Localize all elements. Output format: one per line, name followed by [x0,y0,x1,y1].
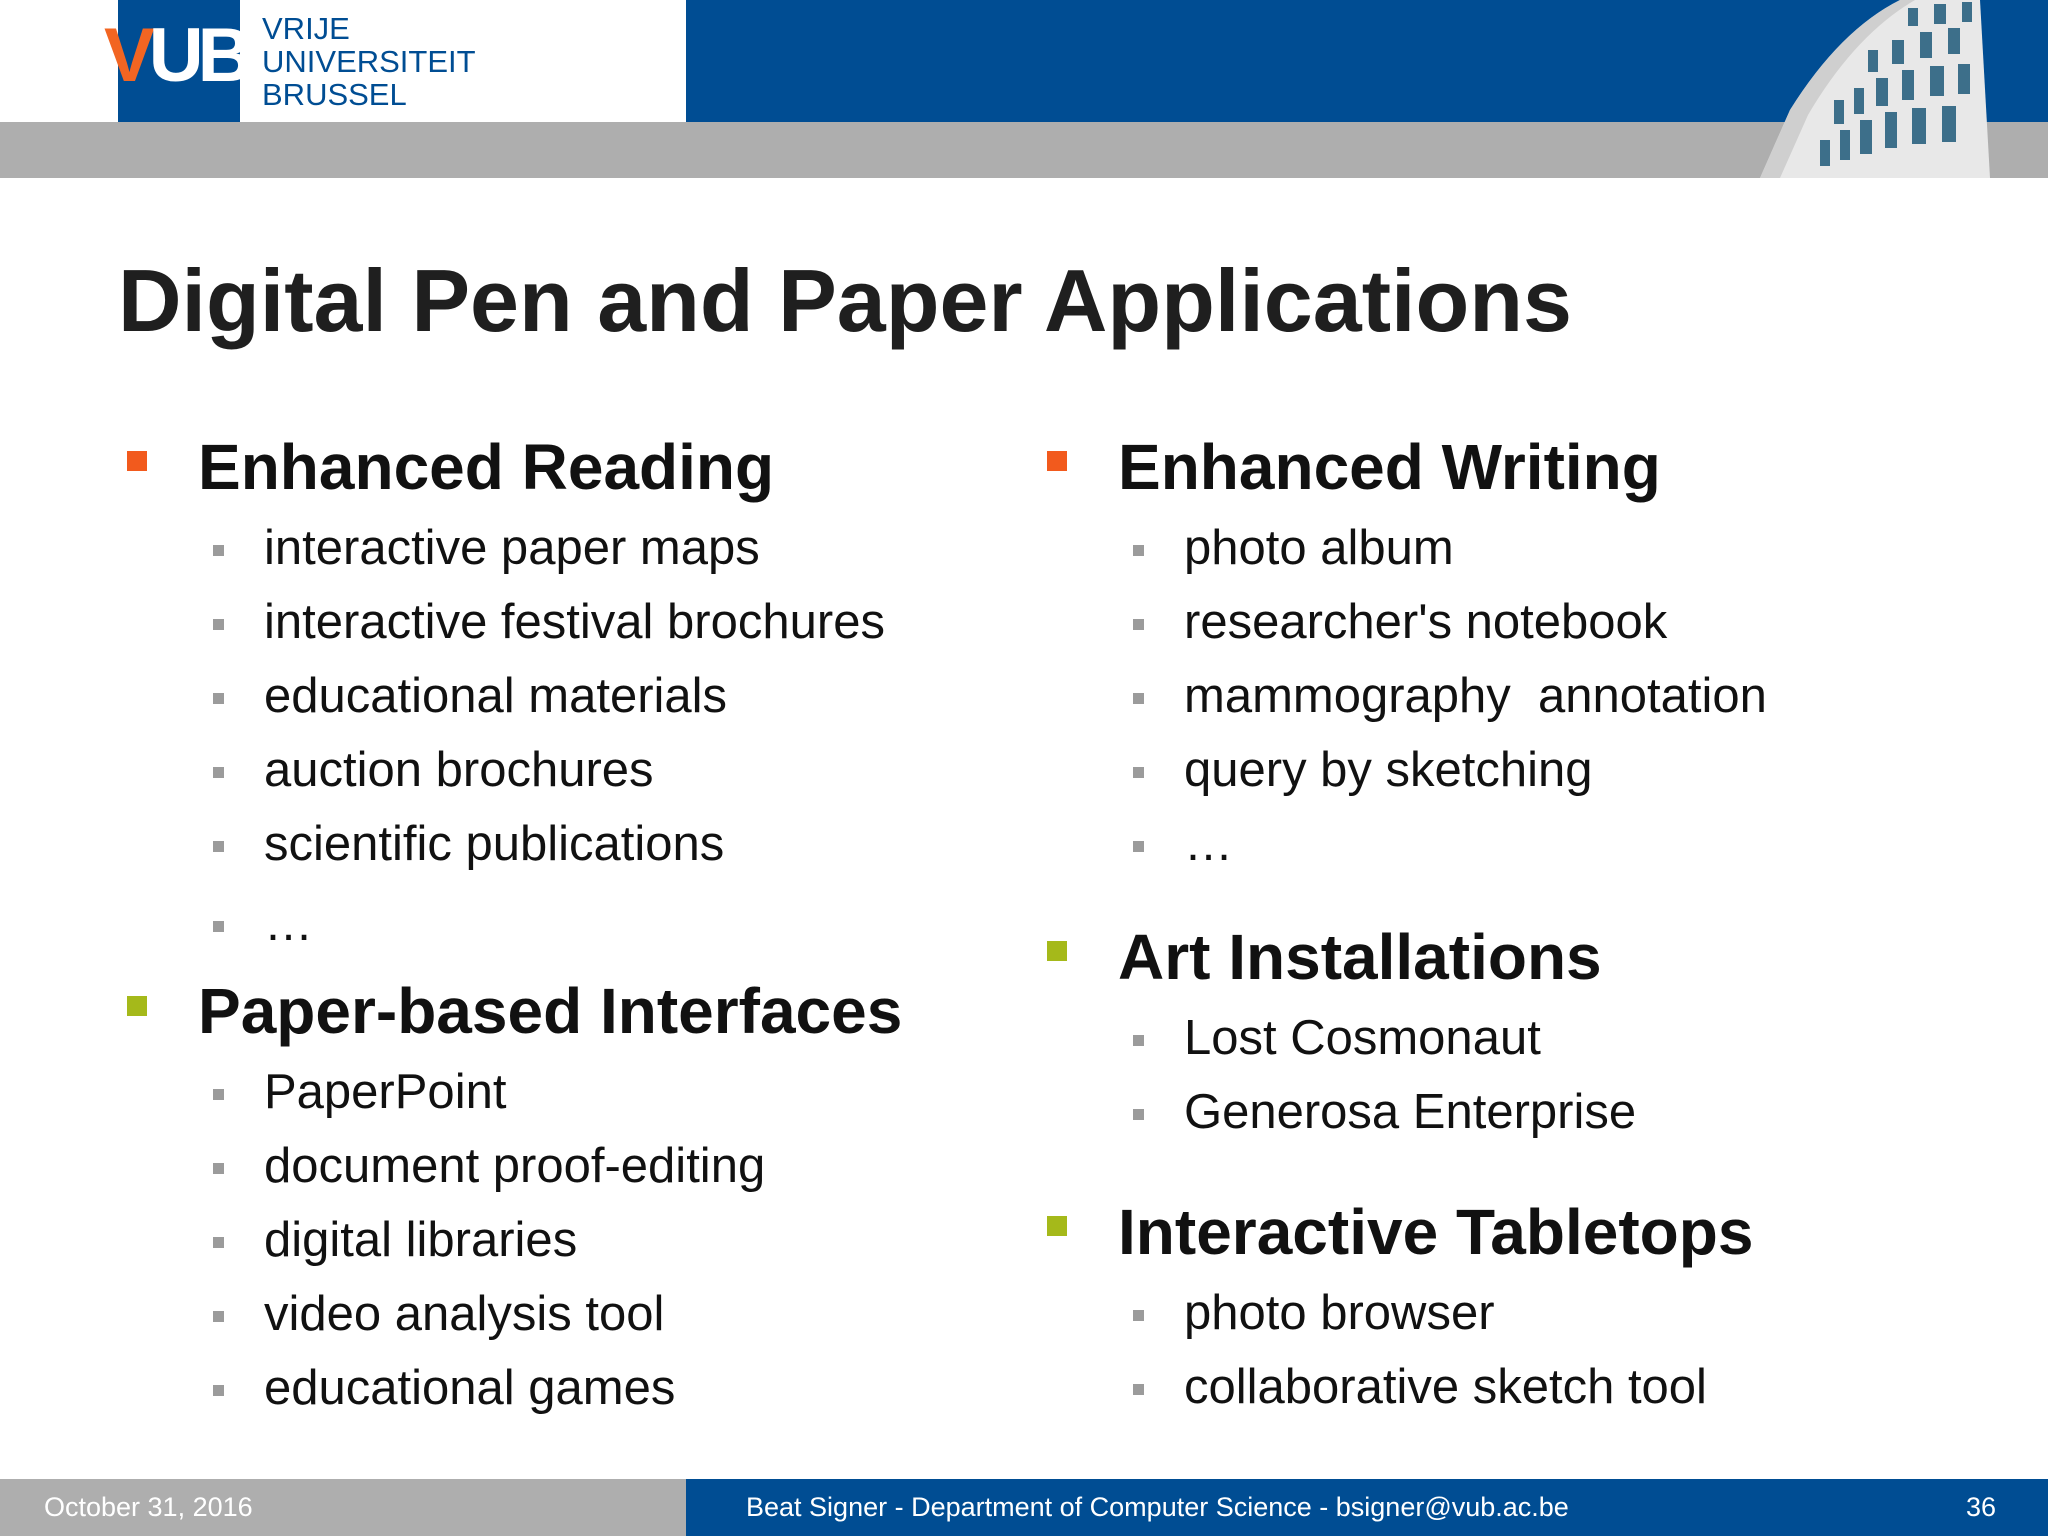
item-bullet [1133,841,1144,852]
vub-logo [104,0,247,122]
item-bullet [213,1237,224,1248]
section-heading-art-installations: Art Installations [1118,921,1602,993]
list-item: document proof-editing [264,1139,766,1193]
item-bullet [1133,767,1144,778]
item-bullet [1133,1384,1144,1395]
section-bullet-orange [127,451,147,471]
university-name-line: BRUSSEL [262,77,407,112]
section-bullet-green [127,996,147,1016]
list-item: mammography annotation [1184,669,1767,723]
section-bullet-orange [1047,451,1067,471]
list-item: photo album [1184,521,1454,575]
item-bullet [213,841,224,852]
list-item: photo browser [1184,1286,1495,1340]
list-item: educational materials [264,669,728,723]
footer-date: October 31, 2016 [44,1492,253,1522]
slide-title: Digital Pen and Paper Applications [118,251,1572,350]
list-item: researcher's notebook [1184,595,1668,649]
item-bullet [213,545,224,556]
list-item: … [1184,817,1233,871]
vub-logo-mark: VUB [104,13,247,98]
list-item: video analysis tool [264,1287,665,1341]
item-bullet [213,1311,224,1322]
page-number: 36 [1965,1492,1996,1522]
item-bullet [1133,693,1144,704]
list-item: interactive paper maps [264,521,760,575]
item-bullet [1133,1109,1144,1120]
list-item: educational games [264,1361,676,1415]
building-image [1750,0,2000,178]
item-bullet [1133,1035,1144,1046]
item-bullet [1133,619,1144,630]
university-name [262,12,476,111]
section-heading-interactive-tabletops: Interactive Tabletops [1118,1196,1754,1268]
item-bullet [213,1385,224,1396]
item-bullet [213,767,224,778]
section-heading-paper-based-interfaces: Paper-based Interfaces [198,975,903,1047]
list-item: Lost Cosmonaut [1184,1011,1541,1065]
section-heading-enhanced-reading: Enhanced Reading [198,431,775,503]
footer-author: Beat Signer - Department of Computer Science - bsigner@vub.ac.be [746,1492,1569,1522]
item-bullet [1133,545,1144,556]
list-item: … [264,897,313,951]
list-item: auction brochures [264,743,654,797]
item-bullet [213,693,224,704]
item-bullet [1133,1310,1144,1321]
item-bullet [213,619,224,630]
list-item: PaperPoint [264,1065,507,1119]
list-item: Generosa Enterprise [1184,1085,1637,1139]
list-item: collaborative sketch tool [1184,1360,1707,1414]
item-bullet [213,1163,224,1174]
list-item: scientific publications [264,817,725,871]
list-item: interactive festival brochures [264,595,885,649]
list-item: digital libraries [264,1213,578,1267]
header-gray-band [0,122,2048,178]
university-name-line: UNIVERSITEIT [262,44,476,79]
section-bullet-green [1047,941,1067,961]
university-name-line: VRIJE [262,11,350,46]
list-item: query by sketching [1184,743,1593,797]
section-bullet-green [1047,1216,1067,1236]
section-heading-enhanced-writing: Enhanced Writing [1118,431,1661,503]
item-bullet [213,921,224,932]
item-bullet [213,1089,224,1100]
